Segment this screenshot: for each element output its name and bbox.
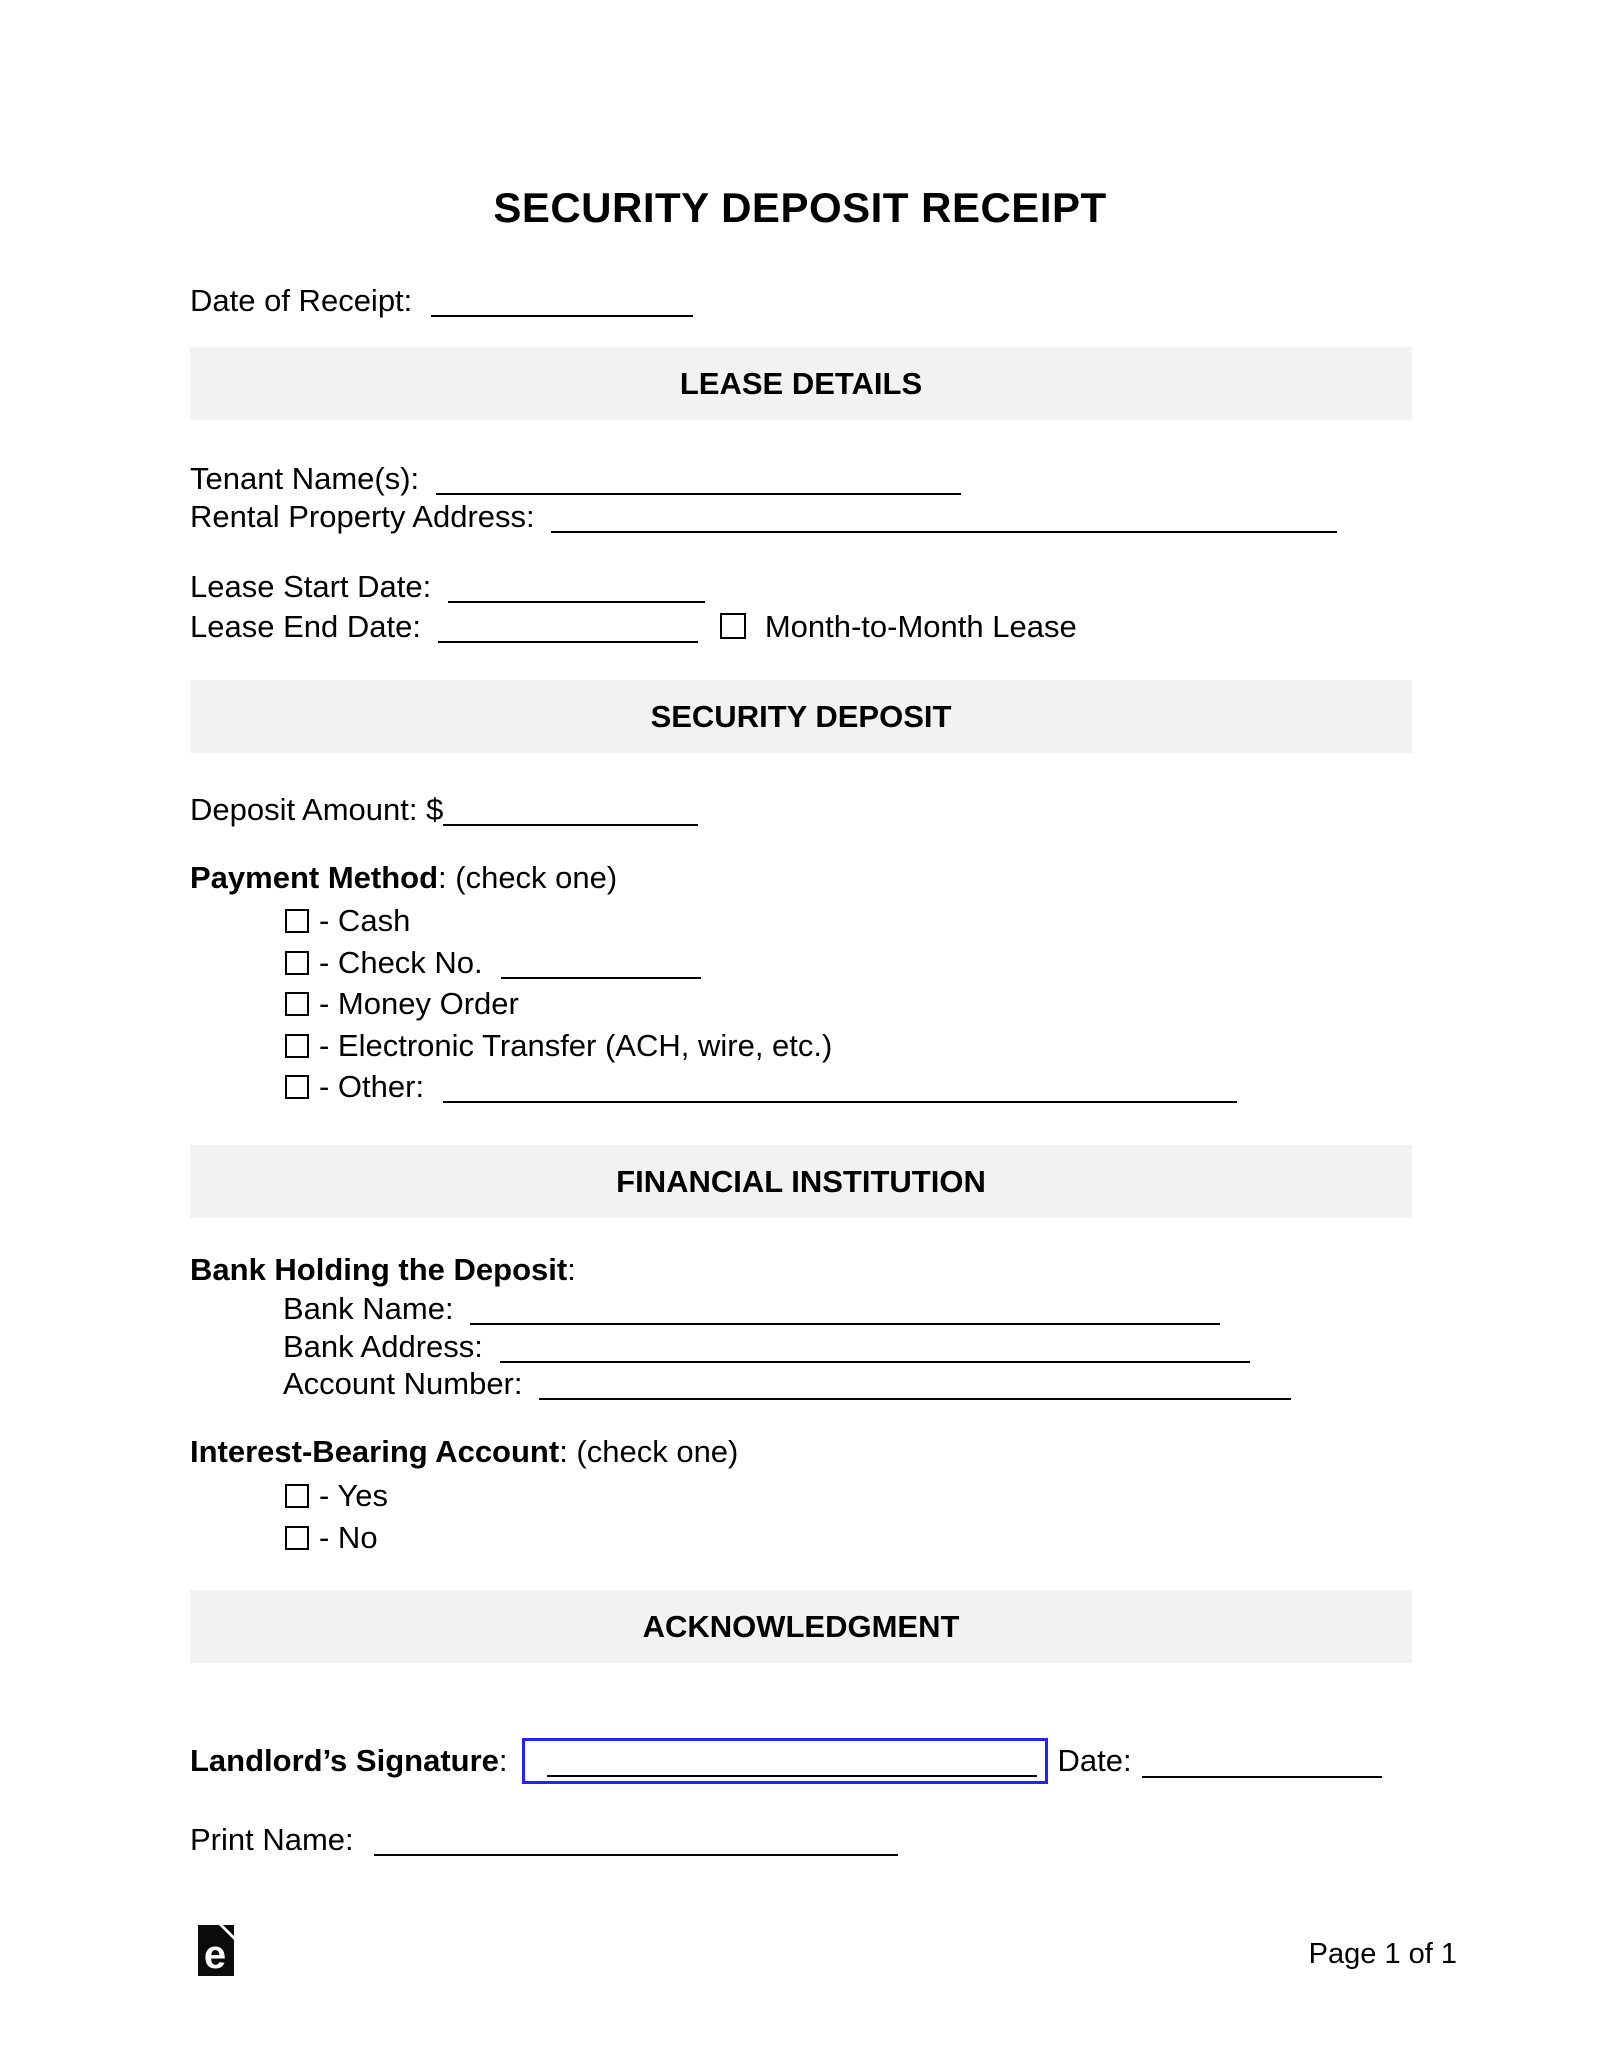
tenant-name-blank[interactable]: [436, 462, 961, 495]
payment-method-row: [190, 860, 617, 896]
bank-address-label: Bank Address:: [283, 1328, 483, 1364]
page-title: SECURITY DEPOSIT RECEIPT: [493, 184, 1107, 231]
money-order-label: - Money Order: [319, 986, 519, 1021]
electronic-transfer-label: - Electronic Transfer (ACH, wire, etc.): [319, 1027, 833, 1063]
lease-end-row: [190, 607, 1077, 647]
signature-date-blank[interactable]: [1142, 1745, 1382, 1778]
payment-option-cash: [285, 900, 1237, 942]
interest-bearing-row: [190, 1434, 738, 1470]
date-of-receipt-blank[interactable]: [431, 284, 693, 317]
yes-label: - Yes: [319, 1478, 388, 1513]
date-of-receipt-label: Date of Receipt:: [190, 283, 413, 318]
print-name-blank[interactable]: [374, 1823, 898, 1856]
date-of-receipt-row: [190, 283, 693, 319]
bank-details-block: [283, 1290, 1291, 1403]
section-header-security-deposit: [190, 680, 1412, 753]
bank-name-row: [283, 1290, 1291, 1328]
bank-address-blank[interactable]: [500, 1330, 1250, 1363]
tenant-name-label: Tenant Name(s):: [190, 461, 420, 496]
lease-start-label: Lease Start Date:: [190, 569, 432, 604]
print-name-label: Print Name:: [190, 1822, 354, 1857]
payment-option-money-order: [285, 983, 1237, 1025]
interest-option-yes: [285, 1475, 388, 1517]
tenant-name-row: [190, 460, 1337, 498]
cash-checkbox[interactable]: [285, 909, 309, 933]
bank-holding-suffix: :: [567, 1252, 576, 1287]
signature-date-label: Date:: [1057, 1743, 1132, 1778]
payment-option-check: [285, 942, 1237, 984]
eforms-document-logo-icon: [198, 1925, 234, 1976]
page-number-label: Page 1 of 1: [1308, 1938, 1457, 1970]
interest-bearing-label: Interest-Bearing Account: [190, 1434, 560, 1469]
lease-end-blank[interactable]: [438, 610, 698, 643]
month-to-month-label: Month-to-Month Lease: [764, 609, 1077, 644]
section-header-lease-details: [190, 347, 1412, 420]
lease-start-row: [190, 567, 1077, 607]
account-number-label: Account Number:: [283, 1366, 523, 1401]
section-header-label: ACKNOWLEDGMENT: [642, 1608, 960, 1644]
rental-address-label: Rental Property Address:: [190, 499, 535, 534]
section-header-label: FINANCIAL INSTITUTION: [616, 1163, 986, 1199]
payment-method-options: [285, 900, 1237, 1108]
rental-address-row: [190, 498, 1337, 536]
lease-start-blank[interactable]: [448, 570, 705, 603]
bank-address-row: [283, 1328, 1291, 1366]
landlord-signature-field[interactable]: [522, 1738, 1048, 1784]
landlord-signature-label: Landlord’s Signature: [190, 1743, 499, 1778]
signature-underline: [547, 1775, 1037, 1777]
tenant-and-address-block: [190, 460, 1337, 536]
section-header-acknowledgment: [190, 1590, 1412, 1663]
yes-checkbox[interactable]: [285, 1484, 309, 1508]
interest-bearing-suffix: : (check one): [559, 1434, 739, 1469]
print-name-row: [190, 1822, 898, 1858]
payment-option-electronic-transfer: [285, 1025, 1237, 1067]
bank-name-blank[interactable]: [470, 1292, 1220, 1325]
landlord-signature-row: [190, 1733, 1382, 1789]
lease-dates-block: [190, 567, 1077, 647]
payment-method-label: Payment Method: [190, 860, 439, 895]
bank-holding-label: Bank Holding the Deposit: [190, 1252, 568, 1287]
bank-holding-row: [190, 1252, 576, 1288]
electronic-transfer-checkbox[interactable]: [285, 1034, 309, 1058]
money-order-checkbox[interactable]: [285, 992, 309, 1016]
svg-text:e: e: [203, 1933, 227, 1976]
deposit-amount-row: [190, 792, 698, 828]
payment-method-suffix: : (check one): [438, 860, 618, 895]
no-checkbox[interactable]: [285, 1526, 309, 1550]
payment-option-other: [285, 1066, 1237, 1108]
other-checkbox[interactable]: [285, 1075, 309, 1099]
account-number-blank[interactable]: [539, 1367, 1291, 1400]
check-checkbox[interactable]: [285, 951, 309, 975]
other-blank[interactable]: [443, 1070, 1237, 1103]
check-number-blank[interactable]: [501, 946, 701, 979]
section-header-label: LEASE DETAILS: [679, 365, 923, 401]
lease-end-label: Lease End Date:: [190, 609, 421, 644]
cash-label: - Cash: [319, 903, 411, 938]
deposit-amount-label: Deposit Amount: $: [190, 792, 444, 827]
no-label: - No: [319, 1520, 378, 1555]
interest-bearing-options: [285, 1475, 388, 1559]
month-to-month-checkbox[interactable]: [720, 613, 746, 639]
other-label: - Other:: [319, 1069, 425, 1104]
section-header-label: SECURITY DEPOSIT: [650, 698, 952, 734]
section-header-financial-institution: [190, 1145, 1412, 1218]
rental-address-blank[interactable]: [551, 500, 1337, 533]
landlord-signature-suffix: :: [498, 1743, 508, 1778]
check-label: - Check No.: [319, 944, 483, 980]
deposit-amount-blank[interactable]: [443, 793, 698, 826]
bank-name-label: Bank Name:: [283, 1291, 454, 1326]
interest-option-no: [285, 1517, 388, 1559]
account-number-row: [283, 1365, 1291, 1403]
